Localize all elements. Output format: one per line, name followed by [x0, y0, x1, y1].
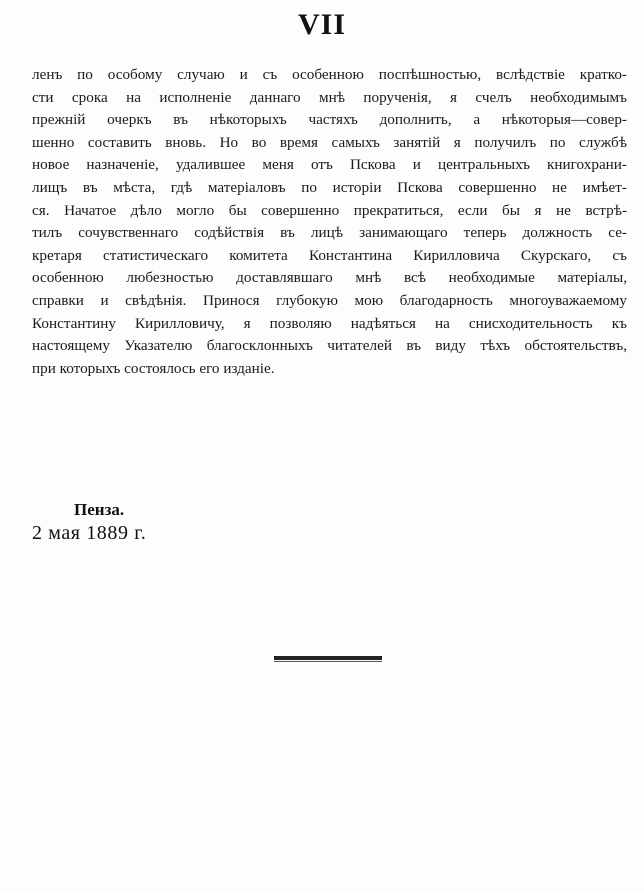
text-line: новое назначеніе, удалившее меня отъ Пскова и центральныхъ книгохрани-: [32, 156, 627, 174]
text-line: тилъ сочувственнаго содѣйствія въ лицѣ занимающаго теперь должность се-: [32, 224, 627, 242]
page-number: VII: [297, 8, 346, 41]
body-paragraph: [32, 64, 627, 380]
text-line: настоящему Указателю благосклонныхъ читателей въ виду тѣхъ обстоятельствъ,: [32, 337, 627, 355]
signature-place: Пенза.: [74, 500, 125, 519]
text-line: ся. Начатое дѣло могло бы совершенно прекратиться, если бы я не встрѣ-: [32, 201, 627, 219]
text-line: кретаря статистическаго комитета Константина Кирилловича Скурскаго, съ: [32, 246, 627, 264]
text-line: сти срока на исполненіе даннаго мнѣ порученія, я счелъ необходимымъ: [32, 88, 627, 106]
text-line: шенно составить вновь. Но во время самыхъ занятій я получилъ по службѣ: [32, 133, 627, 151]
text-line: Константину Кирилловичу, я позволяю надѣяться на снисходительность къ: [32, 314, 627, 332]
text-line: лищъ въ мѣста, гдѣ матеріаловъ по исторіи Пскова совершенно не имѣет-: [32, 178, 627, 196]
text-line: при которыхъ состоялось его изданіе.: [32, 359, 275, 377]
text-line: ленъ по особому случаю и съ особенною поспѣшностью, вслѣдствіе кратко-: [32, 66, 627, 83]
closing-rule: [274, 656, 382, 660]
text-line: справки и свѣдѣнія. Принося глубокую мою благодарность многоуважаемому: [32, 291, 627, 309]
text-line: прежній очеркъ въ нѣкоторыхъ частяхъ дополнить, а нѣкоторыя—совер-: [32, 111, 627, 129]
text-line: особенною любезностью доставлявшаго мнѣ всѣ необходимые матеріалы,: [32, 269, 627, 287]
signature-date: 2 мая 1889 г.: [32, 522, 147, 544]
